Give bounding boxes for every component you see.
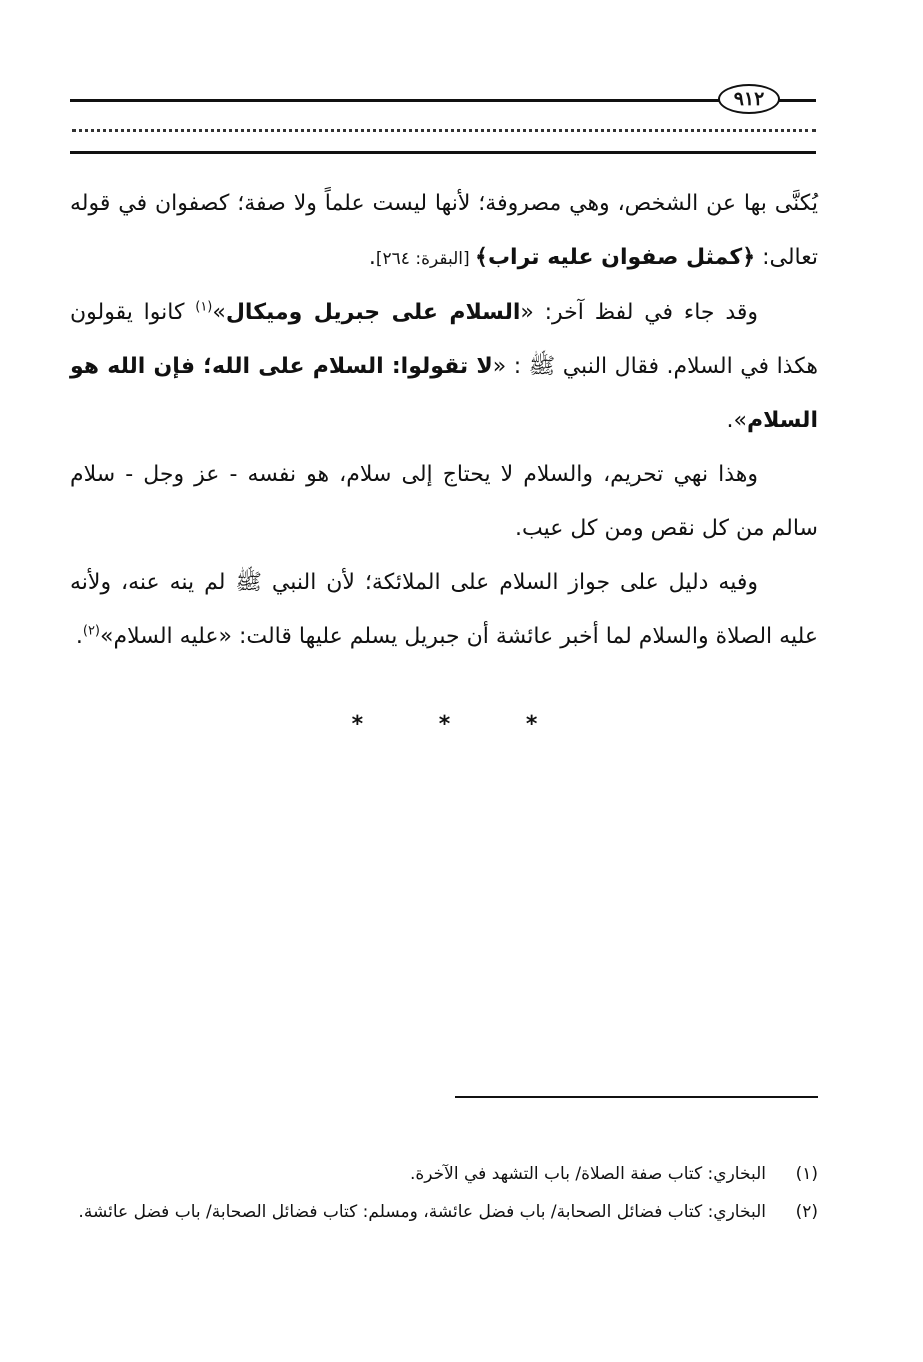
paragraph-1-line-1: يُكنَّى بها عن الشخص، وهي مصروفة؛ لأنها ليست علماً ولا صفة؛ كصفوان [155, 191, 818, 216]
paragraph-4-text: وفيه دليل على جواز السلام على الملائكة؛ لأن النبي ﷺ لم ينه عنه، ولأنه عليه الصلاة والسلام لما أخبر عائشة أن جبريل يسلم عليها قالت: «عليه السلام» [70, 570, 818, 649]
quran-verse: ﴿كمثل صفوان عليه تراب﴾ [475, 245, 756, 270]
dotted-divider [72, 129, 816, 132]
hadith-quote-2: لا تقولوا: السلام على الله؛ فإن الله هو السلام [70, 354, 818, 433]
paragraph-1-end: . [368, 245, 376, 270]
page-number: ٩١٢ [718, 84, 780, 114]
paragraph-2-end: ». [726, 408, 747, 433]
footnote-2 [70, 1193, 818, 1231]
paragraph-2-middle: كانوا يقولون هكذا في السلام. فقال النبي ﷺ : « [70, 300, 818, 379]
header-bottom-rule [70, 151, 816, 154]
paragraph-4-end: . [75, 624, 83, 649]
paragraph-2 [70, 286, 818, 448]
quran-citation: [البقرة: ٢٦٤] [375, 249, 476, 269]
footnote-1 [70, 1155, 818, 1193]
paragraph-3: وهذا نهي تحريم، والسلام لا يحتاج إلى سلام، هو نفسه - عز وجل - سلام سالم من كل نقص ومن كل عيب. [70, 462, 818, 541]
footnote-divider [455, 1096, 818, 1098]
paragraph-1-prefix: في قوله تعالى: [70, 191, 818, 270]
paragraph-4 [70, 556, 818, 664]
paragraph-2-prefix: وقد جاء في لفظ آخر: « [520, 300, 759, 325]
footnote-ref-1: (١) [195, 299, 213, 315]
footnote-ref-2: (٢) [82, 623, 100, 639]
hadith-quote-1: السلام على جبريل وميكال [225, 300, 521, 325]
footnote-number: (٢) [795, 1202, 818, 1222]
header-rule [70, 99, 720, 102]
footnote-number: (١) [795, 1164, 818, 1184]
quote-close: » [212, 300, 226, 325]
footnote-text: البخاري: كتاب فضائل الصحابة/ باب فضل عائشة، ومسلم: كتاب فضائل الصحابة/ باب فضل عائشة. [78, 1202, 766, 1222]
paragraph-1 [70, 177, 818, 286]
main-text [70, 177, 818, 664]
header-rule-right [778, 99, 816, 102]
footnotes [70, 1155, 818, 1231]
section-separator: * * * [351, 712, 572, 737]
footnote-text: البخاري: كتاب صفة الصلاة/ باب التشهد في الآخرة. [409, 1164, 766, 1184]
